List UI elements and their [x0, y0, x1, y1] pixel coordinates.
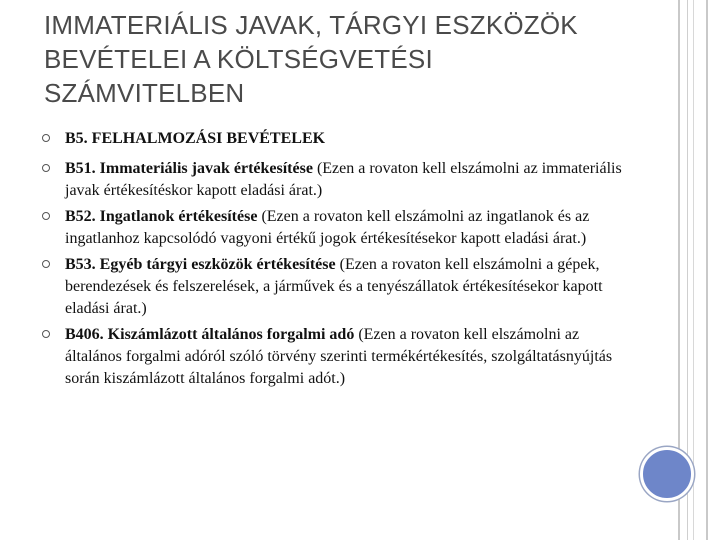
bullet-circle-icon: [42, 164, 50, 172]
bullet-circle-icon: [42, 260, 50, 268]
bullet-item: [40, 324, 630, 390]
decorative-circle-icon: [640, 447, 694, 501]
bullet-text: (Ezen a rovaton kell elszámolni a gépek, berendezések és felszerelések, a járművek és a tenyészállatok értékesítésekor kapott eladási árat.): [65, 256, 603, 317]
bullet-text: (Ezen a rovaton kell elszámolni az ingatlanok és az ingatlanhoz kapcsolódó vagyoni értékű jogok értékesítésekor kapott eladási árat.): [65, 208, 590, 247]
bullet-list: [40, 128, 630, 394]
bullet-item: [40, 254, 630, 320]
bullet-text: (Ezen a rovaton kell elszámolni az immateriális javak értékesítéskor kapott eladási árat.): [65, 160, 622, 199]
title-line: BEVÉTELEI A KÖLTSÉGVETÉSI: [44, 44, 433, 74]
bullet-circle-icon: [42, 134, 50, 142]
bullet-heading: B51. Immateriális javak értékesítése: [65, 160, 313, 177]
bullet-item: [40, 206, 630, 250]
bullet-circle-icon: [42, 330, 50, 338]
bullet-heading: B406. Kiszámlázott általános forgalmi adó: [65, 326, 355, 343]
decorative-rule: [706, 0, 708, 540]
slide-title: [44, 8, 664, 110]
decorative-rule: [693, 0, 694, 540]
bullet-heading: B52. Ingatlanok értékesítése: [65, 208, 258, 225]
title-line: IMMATERIÁLIS JAVAK, TÁRGYI ESZKÖZÖK: [44, 10, 578, 40]
bullet-item: [40, 158, 630, 202]
title-line: SZÁMVITELBEN: [44, 78, 245, 108]
bullet-item: [40, 128, 630, 150]
bullet-text: (Ezen a rovaton kell elszámolni az általános forgalmi adóról szóló törvény szerinti termékértékesítés, szolgáltatásnyújtás során kiszámlázott általános forgalmi adót.): [65, 326, 613, 387]
bullet-heading: B5. FELHALMOZÁSI BEVÉTELEK: [65, 130, 326, 147]
bullet-circle-icon: [42, 212, 50, 220]
bullet-heading: B53. Egyéb tárgyi eszközök értékesítése: [65, 256, 336, 273]
